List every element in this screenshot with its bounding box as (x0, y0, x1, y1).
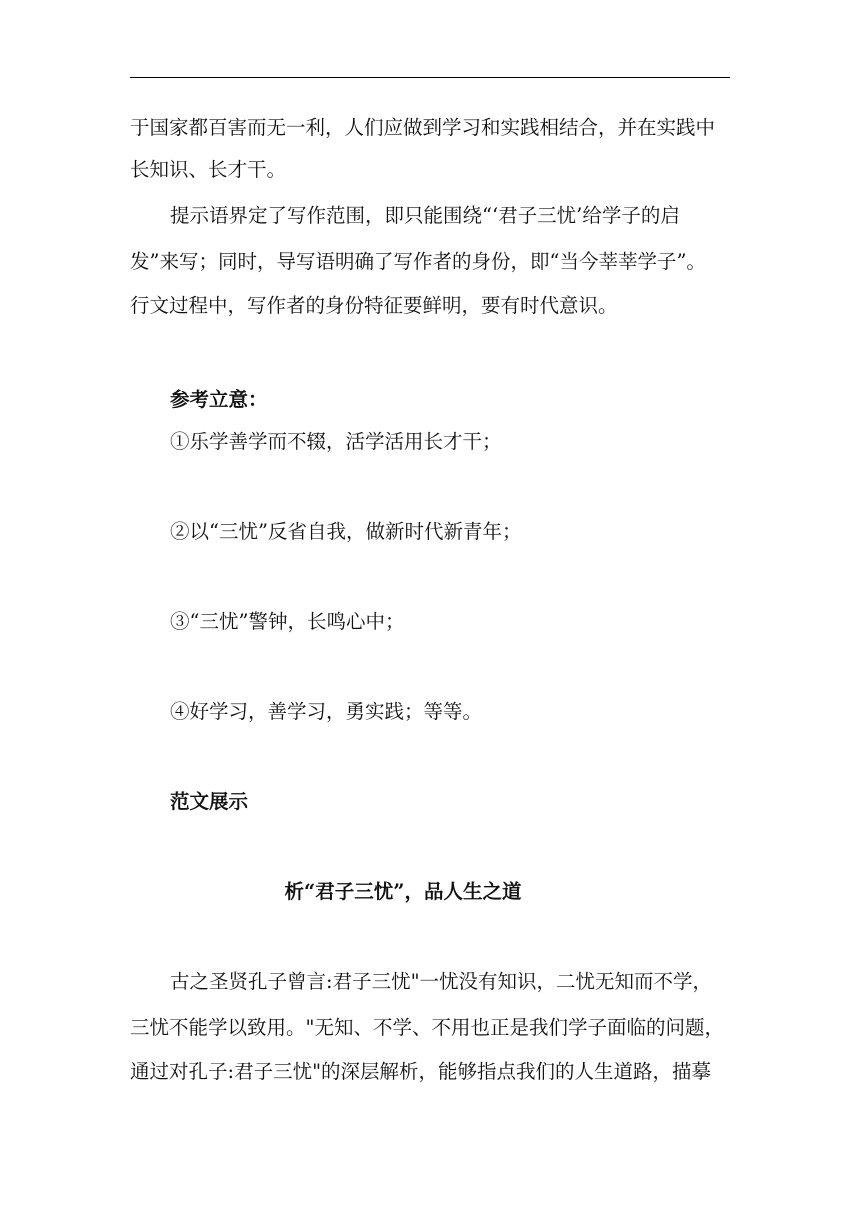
reference-item-1: ①乐学善学而不辍，活学活用长才干； (170, 430, 502, 453)
sample-heading: 范文展示 (170, 790, 249, 813)
essay-line-1: 古之圣贤孔子曾言:君子三忧"一忧没有知识，二忧无知而不学， (170, 970, 713, 993)
reference-item-4: ④好学习，善学习，勇实践；等等。 (170, 700, 483, 723)
reference-heading: 参考立意： (170, 388, 268, 411)
reference-item-3: ③“三忧”警钟，长鸣心中； (170, 610, 405, 633)
paragraph-2-line-1: 提示语界定了写作范围，即只能围绕“‘君子三忧’给学子的启 (170, 204, 680, 227)
essay-line-3: 通过对孔子:君子三忧"的深层解析，能够指点我们的人生道路，描摹 (130, 1060, 712, 1083)
paragraph-2-line-3: 行文过程中，写作者的身份特征要鲜明，要有时代意识。 (130, 294, 618, 317)
paragraph-2-line-2: 发”来写；同时，导写语明确了写作者的身份，即“当今莘莘学子”。 (130, 250, 706, 273)
essay-title: 析“君子三忧”，品人生之道 (284, 880, 522, 903)
header-rule (130, 77, 730, 78)
reference-item-2: ②以“三忧”反省自我，做新时代新青年； (170, 520, 522, 543)
paragraph-1-line-2: 长知识、长才干。 (130, 158, 287, 181)
essay-line-2: 三忧不能学以致用。"无知、不学、不用也正是我们学子面临的问题， (130, 1016, 724, 1039)
paragraph-1-line-1: 于国家都百害而无一利，人们应做到学习和实践相结合，并在实践中 (130, 116, 716, 139)
